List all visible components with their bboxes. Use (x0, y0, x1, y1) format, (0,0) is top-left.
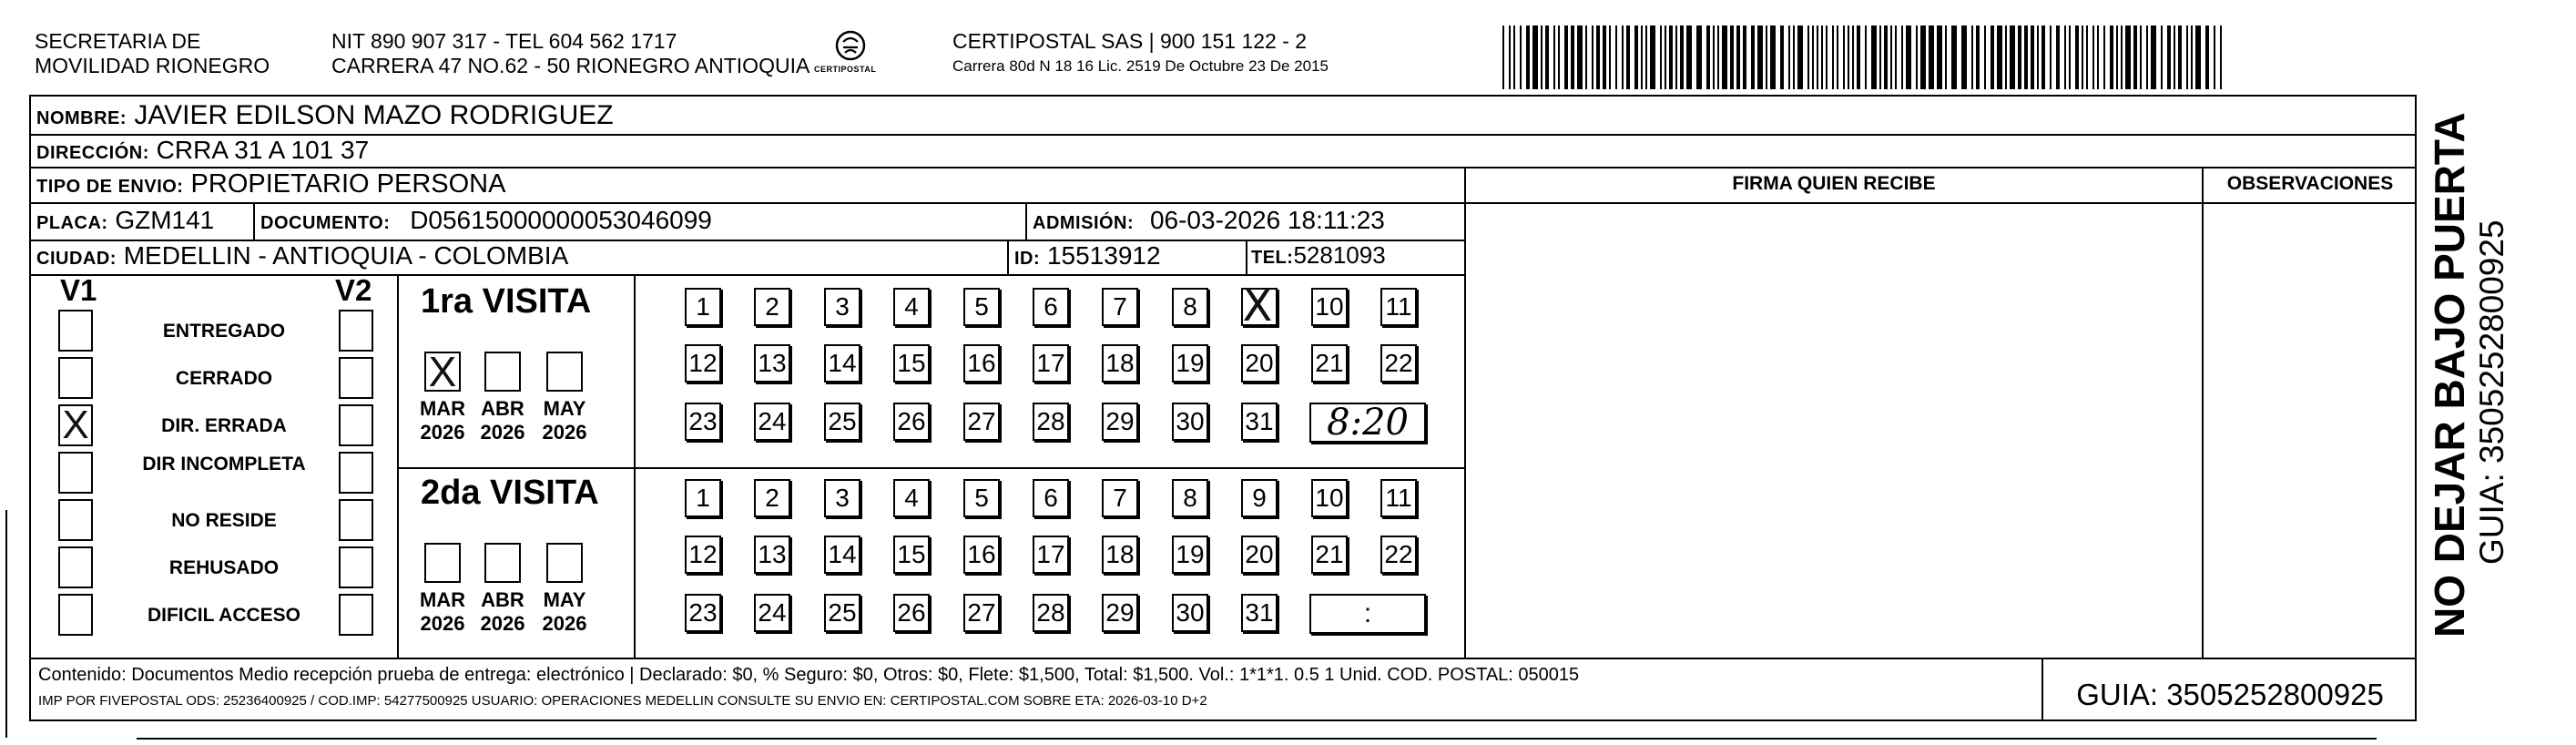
day-box: 27 (963, 403, 1000, 441)
barcode-bar (1751, 26, 1755, 89)
month-year: 2026 (420, 612, 465, 635)
month-year: 2026 (542, 612, 587, 635)
v1-checkbox (58, 452, 93, 494)
barcode-bar (1951, 26, 1957, 89)
direccion-label: DIRECCIÓN: (36, 143, 149, 163)
ciudad-cell (36, 241, 568, 270)
day-box: 20 (1241, 536, 1278, 574)
day-box: 30 (1172, 403, 1208, 441)
day-box: 13 (754, 536, 790, 574)
status-label: NO RESIDE (171, 510, 277, 531)
day-box: 31 (1241, 403, 1278, 441)
status-label: REHUSADO (168, 557, 280, 578)
firma-header: FIRMA QUIEN RECIBE (1732, 173, 1936, 194)
barcode-bar (1626, 26, 1630, 89)
barcode-bar (1793, 26, 1795, 89)
barcode-bar (1807, 26, 1809, 89)
barcode-bar (1609, 26, 1611, 89)
barcode-bar (1665, 26, 1666, 89)
barcode-bar (2056, 26, 2060, 89)
column-divider (2202, 167, 2204, 658)
month-checkbox (484, 352, 521, 392)
tel-value: 5281093 (1293, 241, 1386, 269)
barcode-bar (1984, 26, 1986, 89)
barcode-bar (2010, 26, 2015, 89)
nombre-value: JAVIER EDILSON MAZO RODRIGUEZ (134, 100, 614, 130)
barcode-bar (2005, 26, 2007, 89)
day-box: 3 (824, 479, 860, 517)
day-box: 29 (1102, 403, 1138, 441)
org-line-1: SECRETARIA DE (35, 29, 201, 53)
barcode-bar (1976, 26, 1980, 89)
tipo-row (36, 169, 505, 199)
day-box: 23 (685, 403, 721, 441)
cell-divider (253, 202, 255, 240)
day-box: 24 (754, 403, 790, 441)
v1-checkbox (58, 357, 93, 399)
barcode-bar (1997, 26, 2002, 89)
barcode-bar (1757, 26, 1763, 89)
nombre-label: NOMBRE: (36, 108, 127, 128)
barcode-bar (2214, 26, 2215, 89)
barcode-bar (1502, 26, 1504, 89)
row-divider (1466, 202, 2417, 204)
day-box: 24 (754, 594, 790, 632)
v2-checkbox (339, 452, 373, 494)
org-line-2: MOVILIDAD RIONEGRO (35, 54, 270, 77)
barcode-bar (2186, 26, 2188, 89)
barcode-bar (1641, 26, 1643, 89)
side-notice (2426, 112, 2553, 638)
status-label: DIR INCOMPLETA (142, 454, 306, 475)
day-box: 6 (1033, 479, 1069, 517)
day-box: 4 (893, 288, 930, 326)
barcode-bar (1706, 26, 1710, 89)
barcode-bar (1812, 26, 1814, 89)
barcode-bar (1780, 26, 1784, 89)
ciudad-label: CIUDAD: (36, 249, 117, 269)
barcode-bar (1852, 26, 1854, 89)
v1-checkbox (58, 594, 93, 636)
day-box: 28 (1033, 403, 1069, 441)
day-box: 10 (1311, 479, 1348, 517)
barcode-bar (2069, 26, 2071, 89)
footer-contents: Contenido: Documentos Medio recepción prueba de entrega: electrónico | Declarado: $0, % Seguro: $0, Otros: $0, Flete: $1,500, Total: $1,500. Vol.: 1*1*1. 0.5 1 Unid. COD. POSTAL: 050015 (38, 665, 1580, 685)
certipostal-logo (809, 26, 891, 78)
carrier-info (952, 29, 1329, 78)
v2-checkbox (339, 499, 373, 541)
day-box: 18 (1102, 344, 1138, 383)
day-box: 13 (754, 344, 790, 383)
status-label: DIR. ERRADA (161, 415, 287, 436)
month-label: MAR (419, 397, 466, 420)
barcode-bar (2195, 26, 2201, 89)
v2-checkbox (339, 594, 373, 636)
barcode-bar (1929, 26, 1934, 89)
day-box: 16 (963, 344, 1000, 383)
status-label: ENTREGADO (162, 321, 286, 342)
barcode-bar (2031, 26, 2034, 89)
barcode-bar (2110, 26, 2113, 89)
barcode-bar (1895, 26, 1897, 89)
barcode-bar (2086, 26, 2088, 89)
day-box: 1 (685, 479, 721, 517)
observaciones-header: OBSERVACIONES (2226, 173, 2394, 194)
barcode-bar (2103, 26, 2105, 89)
month-label: MAY (543, 588, 586, 611)
barcode-bar (1961, 26, 1967, 89)
month-label: MAY (543, 397, 586, 420)
barcode-bar (2167, 26, 2171, 89)
day-box: 8 (1172, 479, 1208, 517)
left-margin-rule (5, 510, 7, 738)
month-label: MAR (419, 588, 466, 611)
direccion-row (36, 136, 369, 165)
carrier-line-2: Carrera 80d N 18 16 Lic. 2519 De Octubre 23 De 2015 (952, 57, 1329, 75)
documento-label: DOCUMENTO: (260, 213, 391, 233)
tipo-label: TIPO DE ENVIO: (36, 177, 184, 197)
day-box: 25 (824, 403, 860, 441)
barcode-bar (1509, 26, 1511, 89)
org-contact (331, 29, 809, 78)
v1-checkbox (58, 499, 93, 541)
day-box: 27 (963, 594, 1000, 632)
barcode-bar (1788, 26, 1790, 89)
id-cell (1014, 241, 1161, 270)
barcode-bar (2024, 26, 2028, 89)
day-box: 26 (893, 594, 930, 632)
day-box: 2 (754, 479, 790, 517)
barcode-bar (1669, 26, 1673, 89)
time-box: : (1309, 594, 1426, 634)
day-box: 9 (1241, 479, 1278, 517)
barcode-bar (1906, 26, 1911, 89)
day-box: 20 (1241, 344, 1278, 383)
footer-guia: GUIA: 3505252800925 (2076, 678, 2384, 711)
cell-divider (1246, 240, 1247, 274)
barcode-bar (1603, 26, 1606, 89)
barcode-bar (1848, 26, 1849, 89)
barcode-bar (1797, 26, 1803, 89)
day-box: 10 (1311, 288, 1348, 326)
admision-value: 06-03-2026 18:11:23 (1149, 206, 1385, 234)
barcode-bar (2133, 26, 2137, 89)
barcode-bar (1532, 26, 1538, 89)
day-box: 21 (1311, 536, 1348, 574)
barcode-bar (1634, 26, 1638, 89)
tipo-value: PROPIETARIO PERSONA (190, 169, 506, 199)
barcode-bar (2191, 26, 2193, 89)
barcode-bar (1766, 26, 1767, 89)
day-box: 15 (893, 344, 930, 383)
v2-checkbox (339, 404, 373, 446)
day-box: 22 (1380, 536, 1417, 574)
barcode-bar (2151, 26, 2156, 89)
day-box: 21 (1311, 344, 1348, 383)
barcode-bar (1722, 26, 1727, 89)
barcode-bar (1520, 26, 1522, 89)
barcode-bar (1615, 26, 1617, 89)
month-checkbox (546, 352, 583, 392)
barcode-bar (2116, 26, 2118, 89)
day-box: 30 (1172, 594, 1208, 632)
placa-value: GZM141 (115, 206, 215, 234)
day-box: 25 (824, 594, 860, 632)
day-box: 19 (1172, 344, 1208, 383)
day-box: 14 (824, 344, 860, 383)
barcode-bar (1901, 26, 1903, 89)
barcode-bar (1526, 26, 1530, 89)
day-box: 6 (1033, 288, 1069, 326)
barcode-bar (1730, 26, 1734, 89)
barcode-bar (1884, 26, 1888, 89)
barcode-bar (1564, 26, 1568, 89)
barcode-bar (1545, 26, 1549, 89)
barcode-bar (2121, 26, 2123, 89)
barcode-bar (2220, 26, 2222, 89)
tel-cell (1251, 241, 1386, 270)
barcode-bar (2075, 26, 2079, 89)
cell-divider (1025, 202, 1027, 240)
month-year: 2026 (480, 612, 525, 635)
row-divider (29, 167, 2417, 168)
side-notice-text: NO DEJAR BAJO PUERTA (2426, 112, 2473, 638)
admision-cell (1033, 206, 1385, 235)
v2-checkbox (339, 310, 373, 352)
month-year: 2026 (480, 421, 525, 444)
barcode-bar (2161, 26, 2163, 89)
side-guia-text: GUIA: 3505252800925 (2473, 219, 2510, 565)
day-box: 5 (963, 288, 1000, 326)
time-box: 8:20 (1309, 403, 1426, 443)
day-box: 29 (1102, 594, 1138, 632)
barcode-bar (1571, 26, 1574, 89)
barcode-bar (1937, 26, 1942, 89)
footer-print-info: IMP POR FIVEPOSTAL ODS: 25236400925 / COD.IMP: 54277500925 USUARIO: OPERACIONES MEDELLIN CONSULTE SU ENVIO EN: CERTIPOSTAL.COM SOBRE ETA: 2026-03-10 D+2 (38, 693, 1207, 709)
day-mark: X (1242, 281, 1273, 332)
section-divider (397, 274, 399, 658)
barcode-bar (1660, 26, 1662, 89)
month-checkbox (424, 543, 461, 583)
placa-label: PLACA: (36, 213, 108, 233)
barcode-bar (1916, 26, 1918, 89)
v2-checkbox (339, 357, 373, 399)
day-box: 19 (1172, 536, 1208, 574)
day-box: 22 (1380, 344, 1417, 383)
day-box: 2 (754, 288, 790, 326)
bottom-rule (137, 738, 2377, 740)
barcode-bar (1553, 26, 1555, 89)
day-box: 4 (893, 479, 930, 517)
barcode-bar (1686, 26, 1692, 89)
day-box: 12 (685, 536, 721, 574)
month-label: ABR (481, 588, 524, 611)
day-box: 23 (685, 594, 721, 632)
day-box: 1 (685, 288, 721, 326)
barcode-bar (2064, 26, 2066, 89)
barcode-bar (2082, 26, 2083, 89)
barcode-bar (2178, 26, 2182, 89)
ciudad-value: MEDELLIN - ANTIOQUIA - COLOMBIA (123, 241, 569, 270)
day-box: 31 (1241, 594, 1278, 632)
day-box: 7 (1102, 479, 1138, 517)
barcode-bar (1713, 26, 1715, 89)
day-box: 11 (1380, 288, 1417, 326)
barcode-bar (1592, 26, 1593, 89)
side-rotated (2426, 112, 2511, 638)
month-mark: X (428, 348, 457, 395)
day-box: 3 (824, 288, 860, 326)
barcode-bar (1577, 26, 1583, 89)
day-box: 8 (1172, 288, 1208, 326)
barcode-bar (1817, 26, 1818, 89)
day-box: 18 (1102, 536, 1138, 574)
day-box: 17 (1033, 536, 1069, 574)
barcode-bar (2174, 26, 2175, 89)
barcode-bar (1585, 26, 1587, 89)
barcode-bar (2037, 26, 2039, 89)
row-divider (29, 274, 1464, 276)
barcode-bar (1622, 26, 1624, 89)
barcode-bar (1541, 26, 1543, 89)
barcode-bar (1696, 26, 1702, 89)
nit-line: NIT 890 907 317 - TEL 604 562 1717 (331, 29, 677, 53)
day-box: 7 (1102, 288, 1138, 326)
v1-checkbox (58, 546, 93, 588)
admision-label: ADMISIÓN: (1033, 213, 1135, 233)
barcode-bar (2146, 26, 2148, 89)
barcode-bar (2050, 26, 2052, 89)
tel-label: TEL: (1251, 248, 1294, 268)
day-box: 17 (1033, 344, 1069, 383)
barcode-bar (1920, 26, 1926, 89)
v1-checkbox (58, 310, 93, 352)
cell-divider (1007, 240, 1009, 274)
month-checkbox (546, 543, 583, 583)
status-label: DIFICIL ACCESO (147, 605, 300, 626)
day-box: 16 (963, 536, 1000, 574)
barcode-bar (2092, 26, 2094, 89)
day-box: 15 (893, 536, 930, 574)
barcode-bar (1865, 26, 1867, 89)
barcode-bar (2125, 26, 2131, 89)
section-divider (634, 274, 636, 658)
carrier-line-1: CERTIPOSTAL SAS | 900 151 122 - 2 (952, 29, 1308, 53)
barcode-bar (1743, 26, 1746, 89)
day-box: 5 (963, 479, 1000, 517)
nombre-row (36, 100, 614, 131)
barcode-bar (1513, 26, 1515, 89)
barcode-bar (1770, 26, 1776, 89)
barcode-bar (2041, 26, 2045, 89)
barcode-bar (1843, 26, 1845, 89)
barcode-bar (1736, 26, 1740, 89)
month-label: ABR (481, 397, 524, 420)
barcode-bar (1890, 26, 1892, 89)
month-year: 2026 (542, 421, 587, 444)
id-value: 15513912 (1046, 241, 1161, 270)
v2-checkbox (339, 546, 373, 588)
barcode-bar (1717, 26, 1719, 89)
barcode-bar (1596, 26, 1600, 89)
barcode-bar (1680, 26, 1684, 89)
direccion-value: CRRA 31 A 101 37 (156, 136, 370, 164)
v1-header: V1 (60, 273, 97, 307)
barcode-bar (1879, 26, 1881, 89)
barcode-bar (2097, 26, 2099, 89)
barcode (1502, 26, 2222, 89)
barcode-icon (1502, 26, 2222, 89)
barcode-bar (1857, 26, 1860, 89)
address-line: CARRERA 47 NO.62 - 50 RIONEGRO ANTIOQUIA (331, 54, 810, 77)
row-divider (29, 658, 2417, 659)
barcode-bar (2018, 26, 2021, 89)
barcode-bar (1837, 26, 1838, 89)
barcode-bar (1826, 26, 1828, 89)
barcode-bar (1675, 26, 1677, 89)
barcode-bar (1645, 26, 1647, 89)
barcode-bar (1945, 26, 1947, 89)
v1-mark: X (62, 403, 89, 447)
day-box: 28 (1033, 594, 1069, 632)
org-name (35, 29, 270, 78)
month-checkbox (484, 543, 521, 583)
visit2-title: 2da VISITA (421, 474, 599, 512)
visit1-title: 1ra VISITA (421, 282, 592, 321)
column-divider (1464, 167, 1466, 658)
barcode-bar (1971, 26, 1973, 89)
logo-text: CERTIPOSTAL (814, 65, 877, 74)
barcode-bar (1991, 26, 1994, 89)
v2-header: V2 (335, 273, 372, 307)
day-box: 11 (1380, 479, 1417, 517)
day-box: 12 (685, 344, 721, 383)
month-year: 2026 (420, 421, 465, 444)
barcode-bar (1871, 26, 1877, 89)
status-label: CERRADO (175, 368, 273, 389)
documento-cell (260, 206, 712, 235)
placa-cell (36, 206, 214, 235)
barcode-bar (1832, 26, 1834, 89)
barcode-bar (1558, 26, 1560, 89)
id-label: ID: (1014, 249, 1041, 269)
documento-value: D05615000000053046099 (410, 206, 712, 234)
day-box: 14 (824, 536, 860, 574)
barcode-bar (2140, 26, 2142, 89)
day-box: 26 (893, 403, 930, 441)
barcode-bar (2205, 26, 2209, 89)
barcode-bar (1650, 26, 1655, 89)
barcode-bar (1821, 26, 1823, 89)
visit-divider (397, 467, 1464, 469)
row-divider (29, 134, 2417, 136)
